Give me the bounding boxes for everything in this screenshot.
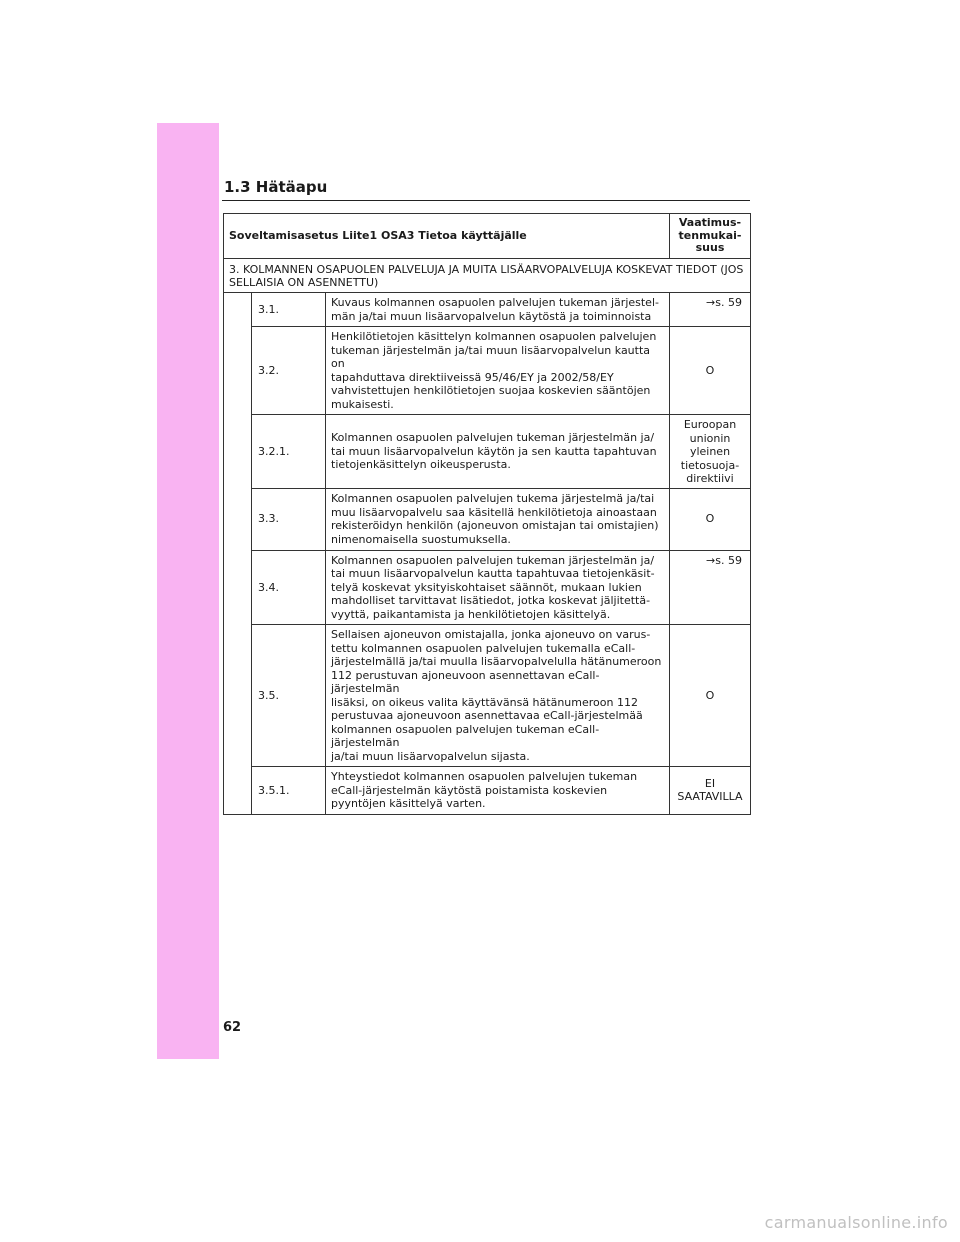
row-compliance-value: O — [670, 625, 751, 767]
page-number: 62 — [223, 1020, 242, 1035]
row-id: 3.2. — [252, 327, 326, 415]
table-row — [224, 625, 751, 767]
row-description: Kolmannen osapuolen palvelujen tukeman järjestelmän ja/ tai muun lisäarvopalvelun kautta tapahtuvaa tietojenkäsit- telyä koskevat yksityiskohtaiset säännöt, mukaan lukien mahdolliset tarvittavat lisätiedot, jotka koskevat jäljitettä- vyyttä, paikantamista ja henkilötietojen käsittelyä. — [326, 550, 670, 625]
row-compliance-value: O — [670, 488, 751, 550]
row-id: 3.5.1. — [252, 767, 326, 815]
watermark-text: carmanualsonline.info — [764, 1213, 948, 1232]
row-description: Kolmannen osapuolen palvelujen tukeman järjestelmän ja/ tai muun lisäarvopalvelun käytön ja sen kautta tapahtuvan tietojenkäsittelyn oikeusperusta. — [326, 415, 670, 489]
row-description: Yhteystiedot kolmannen osapuolen palvelujen tukeman eCall-järjestelmän käytöstä poistamista koskevien pyyntöjen käsittelyä varten. — [326, 767, 670, 815]
row-id: 3.3. — [252, 488, 326, 550]
side-color-strip — [157, 123, 219, 1059]
category-row — [224, 259, 751, 293]
table-row — [224, 327, 751, 415]
row-compliance-value: →s. 59 — [670, 550, 751, 625]
table-row — [224, 415, 751, 489]
row-description: Kuvaus kolmannen osapuolen palvelujen tukeman järjestel- män ja/tai muun lisäarvopalvelun käytöstä ja toiminnoista — [326, 293, 670, 327]
row-description: Kolmannen osapuolen palvelujen tukema järjestelmä ja/tai muu lisäarvopalvelu saa käsitellä henkilötietoja ainoastaan rekisteröidyn henkilön (ajoneuvon omistajan tai omistajien) nimenomaisella suostumuksella. — [326, 488, 670, 550]
row-id: 3.5. — [252, 625, 326, 767]
row-compliance-value: O — [670, 327, 751, 415]
table-row — [224, 767, 751, 815]
header-compliance: Vaatimus- tenmukai- suus — [670, 214, 751, 259]
table-row — [224, 488, 751, 550]
row-id: 3.4. — [252, 550, 326, 625]
table-header-row — [224, 214, 751, 259]
table-row — [224, 293, 751, 327]
row-description: Sellaisen ajoneuvon omistajalla, jonka ajoneuvo on varus- tettu kolmannen osapuolen palvelujen tukemalla eCall- järjestelmällä ja/tai muulla lisäarvopalvelulla hätänumeroon 112 perustuvan ajoneuvoon asennettavan eCall-järjestelmän lisäksi, on oikeus valita käyttävänsä hätänumeroon 112 perustuvaa ajoneuvoon asennettavaa eCall-järjestelmää kolmannen osapuolen palvelujen tukeman eCall-järjestelmän ja/tai muun lisäarvopalvelun sijasta. — [326, 625, 670, 767]
table-row — [224, 550, 751, 625]
indent-cell — [224, 293, 252, 815]
row-compliance-value: Euroopan unionin yleinen tietosuoja- direktiivi — [670, 415, 751, 489]
row-id: 3.2.1. — [252, 415, 326, 489]
section-title: 1.3 Hätäapu — [224, 178, 328, 196]
header-regulation: Soveltamisasetus Liite1 OSA3 Tietoa käyttäjälle — [224, 214, 670, 259]
row-compliance-value: →s. 59 — [670, 293, 751, 327]
row-id: 3.1. — [252, 293, 326, 327]
section-divider — [222, 200, 750, 201]
row-compliance-value: EI SAATAVILLA — [670, 767, 751, 815]
row-description: Henkilötietojen käsittelyn kolmannen osapuolen palvelujen tukeman järjestelmän ja/tai muun lisäarvopalvelun kautta on tapahduttava direktiiveissä 95/46/EY ja 2002/58/EY vahvistettujen henkilötietojen suojaa koskevien sääntöjen mukaisesti. — [326, 327, 670, 415]
requirements-table — [223, 213, 751, 815]
category-heading: 3. KOLMANNEN OSAPUOLEN PALVELUJA JA MUITA LISÄARVOPALVELUJA KOSKEVAT TIEDOT (JOS SELLAISIA ON ASENNETTU) — [224, 259, 751, 293]
